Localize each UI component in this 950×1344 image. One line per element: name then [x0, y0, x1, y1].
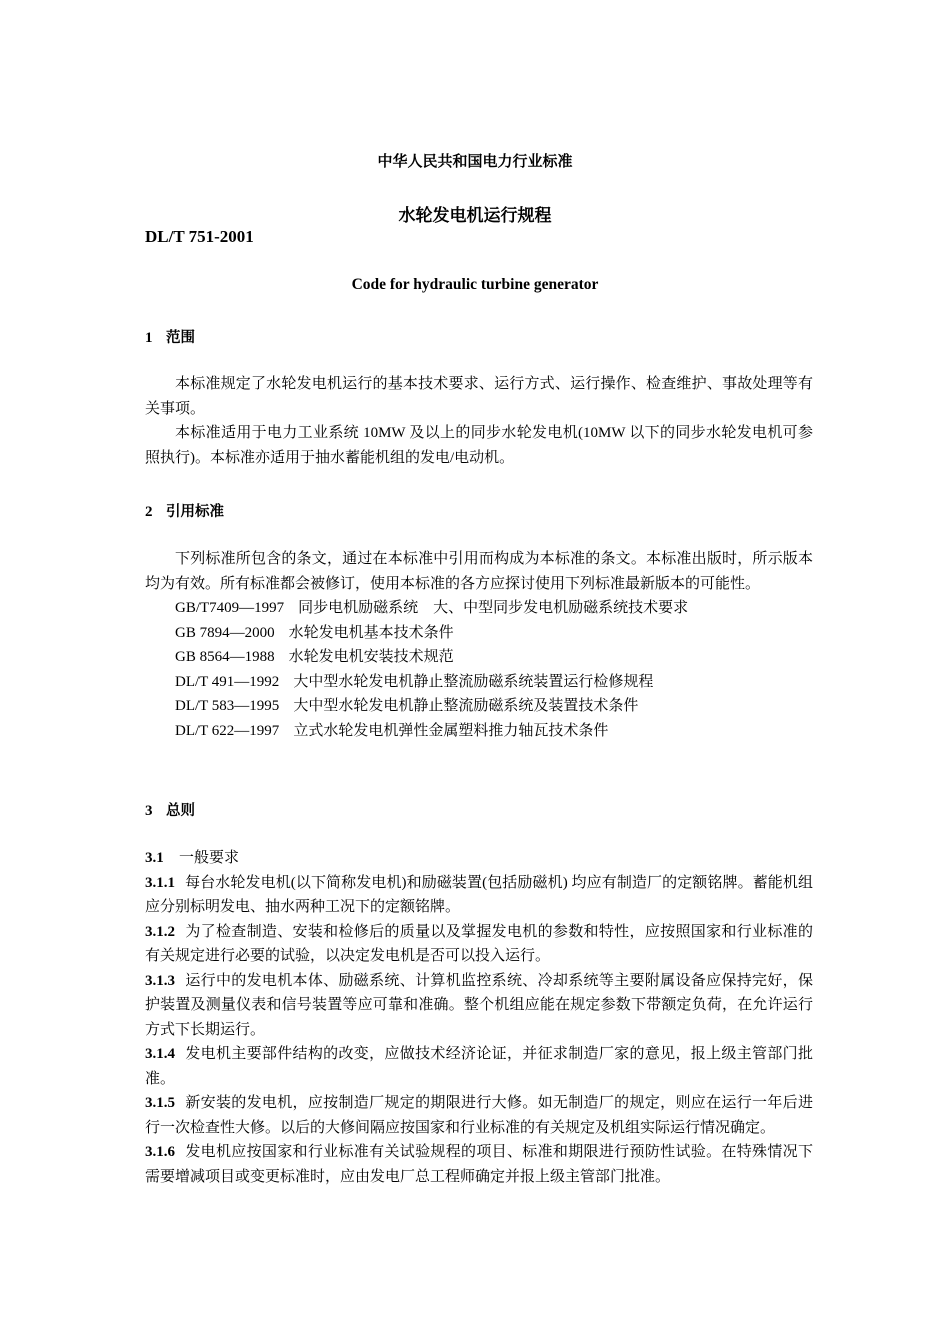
section-1-heading	[145, 326, 195, 347]
reference-item	[145, 670, 813, 695]
clause-number: 3.1.1	[145, 874, 175, 891]
clause	[145, 871, 813, 920]
industry-standard-heading: 中华人民共和国电力行业标准	[377, 152, 573, 170]
reference-item	[145, 596, 813, 621]
english-title: Code for hydraulic turbine generator	[351, 276, 599, 293]
clause-number: 3.1.6	[145, 1144, 175, 1160]
reference-code: DL/T 583—1995	[175, 698, 280, 714]
reference-name: 大中型水轮发电机静止整流励磁系统及装置技术条件	[293, 698, 639, 714]
clause	[145, 1140, 813, 1189]
reference-code: GB 8564—1988	[175, 649, 275, 665]
reference-code: DL/T 491—1992	[175, 673, 280, 690]
paragraph: 本标准适用于电力工业系统 10MW 及以上的同步水轮发电机(10MW 以下的同步水轮发电机可参照执行)。本标准亦适用于抽水蓄能机组的发电/电动机。	[145, 425, 813, 466]
clause	[145, 1042, 813, 1091]
document-title: 水轮发电机运行规程	[398, 206, 552, 226]
subsection-number: 3.1	[145, 850, 164, 866]
reference-code: GB/T7409—1997	[175, 600, 285, 616]
section-2-heading	[145, 500, 224, 521]
reference-code: GB 7894—2000	[175, 624, 275, 641]
section-number: 3	[145, 803, 153, 819]
subsection-heading	[145, 846, 813, 871]
clause-text: 新安装的发电机，应按制造厂规定的期限进行大修。如无制造厂的规定，则应在运行一年后进行一次检查性大修。以后的大修间隔应按国家和行业标准的有关规定及机组实际运行情况确定。	[145, 1095, 813, 1136]
clause	[145, 969, 813, 1043]
clause-number: 3.1.3	[145, 972, 175, 989]
reference-name: 同步电机励磁系统 大、中型同步发电机励磁系统技术要求	[298, 600, 689, 616]
clause	[145, 920, 813, 969]
reference-name: 水轮发电机安装技术规范	[288, 649, 454, 665]
standard-code: DL/T 751-2001	[145, 227, 254, 246]
reference-item	[145, 719, 813, 744]
section-title: 引用标准	[166, 504, 224, 520]
reference-code: DL/T 622—1997	[175, 722, 280, 739]
clause-text: 为了检查制造、安装和检修后的质量以及掌握发电机的参数和特性，应按照国家和行业标准的有关规定进行必要的试验，以决定发电机是否可以投入运行。	[145, 923, 813, 964]
clause-number: 3.1.5	[145, 1095, 175, 1111]
section-2-body	[145, 547, 813, 743]
reference-name: 立式水轮发电机弹性金属塑料推力轴瓦技术条件	[293, 722, 609, 739]
clause-text: 每台水轮发电机(以下简称发电机)和励磁装置(包括励磁机) 均应有制造厂的定额铭牌。蓄能机组应分别标明发电、抽水两种工况下的定额铭牌。	[145, 874, 813, 915]
paragraph: 本标准规定了水轮发电机运行的基本技术要求、运行方式、运行操作、检查维护、事故处理等有关事项。	[145, 376, 813, 417]
clause	[145, 1091, 813, 1140]
paragraph: 下列标准所包含的条文，通过在本标准中引用而构成为本标准的条文。本标准出版时，所示版本均为有效。所有标准都会被修订，使用本标准的各方应探讨使用下列标准最新版本的可能性。	[145, 551, 813, 592]
section-3-body	[145, 846, 813, 1189]
section-number: 1	[145, 330, 153, 346]
section-title: 总则	[166, 803, 195, 819]
section-title: 范围	[166, 330, 195, 346]
reference-name: 大中型水轮发电机静止整流励磁系统装置运行检修规程	[293, 673, 654, 690]
clause-number: 3.1.4	[145, 1046, 175, 1062]
section-number: 2	[145, 504, 153, 520]
subsection-title: 一般要求	[179, 850, 240, 866]
clause-text: 发电机应按国家和行业标准有关试验规程的项目、标准和期限进行预防性试验。在特殊情况下需要增减项目或变更标准时，应由发电厂总工程师确定并报上级主管部门批准。	[145, 1144, 813, 1185]
reference-item	[145, 694, 813, 719]
reference-name: 水轮发电机基本技术条件	[288, 624, 454, 641]
section-1-body	[145, 372, 813, 470]
clause-text: 发电机主要部件结构的改变，应做技术经济论证，并征求制造厂家的意见，报上级主管部门批准。	[145, 1046, 813, 1087]
clause-number: 3.1.2	[145, 923, 175, 940]
section-3-heading	[145, 799, 195, 820]
reference-item	[145, 645, 813, 670]
reference-item	[145, 621, 813, 646]
clause-text: 运行中的发电机本体、励磁系统、计算机监控系统、冷却系统等主要附属设备应保持完好，保护装置及测量仪表和信号装置等应可靠和准确。整个机组应能在规定参数下带额定负荷，在允许运行方式下长期运行。	[145, 972, 813, 1038]
